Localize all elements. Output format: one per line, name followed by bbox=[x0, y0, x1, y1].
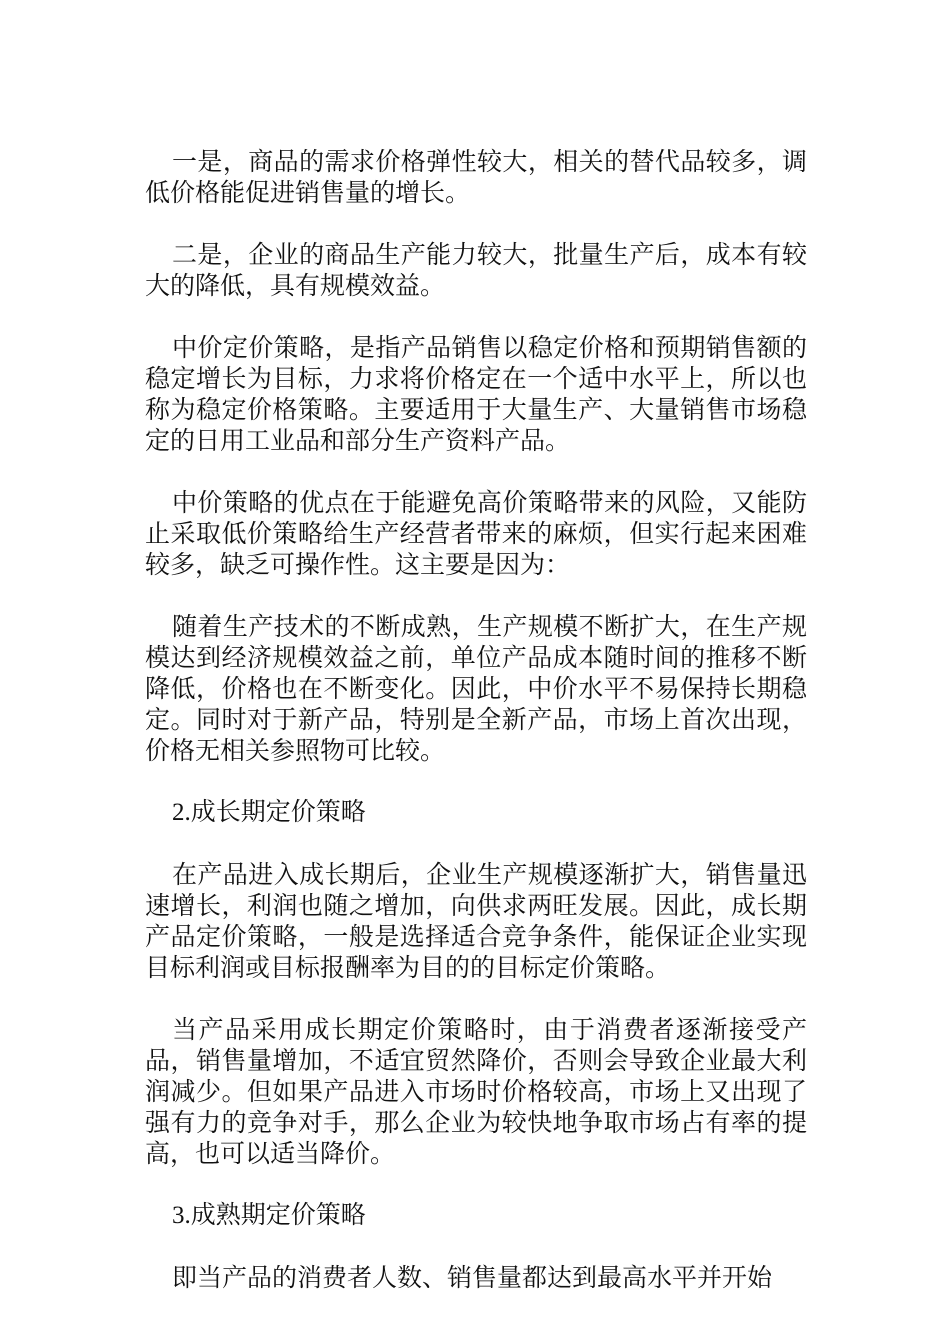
paragraph-4: 中价策略的优点在于能避免高价策略带来的风险，又能防止采取低价策略给生产经营者带来的麻烦，但实行起来困难较多，缺乏可操作性。这主要是因为： bbox=[145, 488, 807, 579]
paragraph-1: 一是，商品的需求价格弹性较大，相关的替代品较多，调低价格能促进销售量的增长。 bbox=[145, 147, 807, 207]
paragraph-5: 随着生产技术的不断成熟，生产规模不断扩大，在生产规模达到经济规模效益之前，单位产品成本随时间的推移不断降低，价格也在不断变化。因此，中价水平不易保持长期稳定。同时对于新产品，特别是全新产品，市场上首次出现，价格无相关参照物可比较。 bbox=[145, 612, 807, 765]
paragraph-7: 当产品采用成长期定价策略时，由于消费者逐渐接受产品，销售量增加，不适宜贸然降价，否则会导致企业最大利润减少。但如果产品进入市场时价格较高，市场上又出现了强有力的竞争对手，那么企业为较快地争取市场占有率的提高，也可以适当降价。 bbox=[145, 1015, 807, 1168]
paragraph-8: 即当产品的消费者人数、销售量都达到最高水平并开始 bbox=[172, 1263, 773, 1292]
section-heading-growth-stage: 2.成长期定价策略 bbox=[172, 799, 366, 826]
section-heading-maturity-stage: 3.成熟期定价策略 bbox=[172, 1202, 366, 1229]
document-body bbox=[145, 146, 807, 1324]
paragraph-3: 中价定价策略，是指产品销售以稳定价格和预期销售额的稳定增长为目标，力求将价格定在一个适中水平上，所以也称为稳定价格策略。主要适用于大量生产、大量销售市场稳定的日用工业品和部分生产资料产品。 bbox=[145, 333, 807, 455]
paragraph-2: 二是，企业的商品生产能力较大，批量生产后，成本有较大的降低，具有规模效益。 bbox=[145, 240, 807, 300]
paragraph-6: 在产品进入成长期后，企业生产规模逐渐扩大，销售量迅速增长，利润也随之增加，向供求两旺发展。因此，成长期产品定价策略，一般是选择适合竞争条件，能保证企业实现目标利润或目标报酬率为目的的目标定价策略。 bbox=[145, 860, 807, 982]
